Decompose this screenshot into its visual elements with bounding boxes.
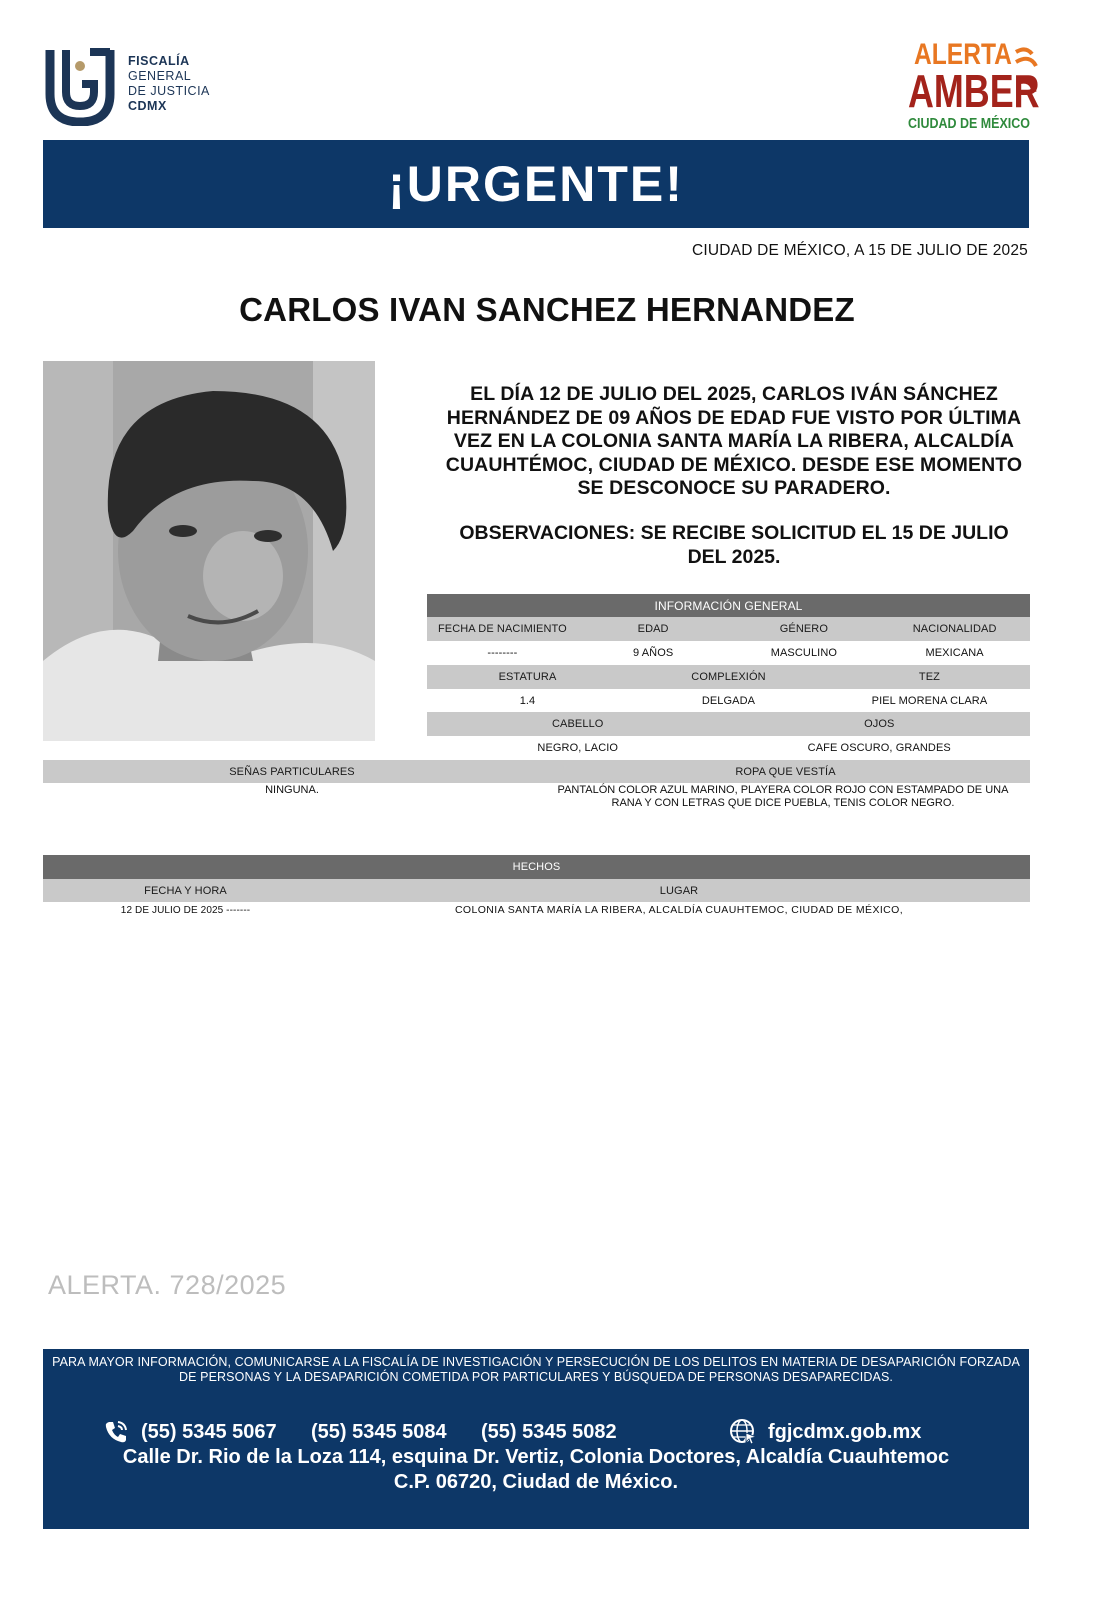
case-narrative: EL DÍA 12 DE JULIO DEL 2025, CARLOS IVÁN SÁNCHEZ HERNÁNDEZ DE 09 AÑOS DE EDAD FUE VISTO POR ÚLTIMA VEZ EN LA COLONIA SANTA MARÍA LA RIBERA, ALCALDÍA CUAUHTÉMOC, CIUDAD DE MÉXICO. DESDE ESE MOMENTO SE DESCONOCE SU PARADERO. xyxy=(445,383,1023,499)
header-birth-date: FECHA DE NACIMIENTO xyxy=(437,623,567,635)
info-value-row-3 xyxy=(427,736,1030,760)
fgj-line-3: DE JUSTICIA xyxy=(128,84,210,98)
value-date-time: 12 DE JULIO DE 2025 ------- xyxy=(120,904,251,916)
marks-header-row xyxy=(43,760,1030,783)
value-place: COLONIA SANTA MARÍA LA RIBERA, ALCALDÍA CUAUHTEMOC, CIUDAD DE MÉXICO, xyxy=(454,904,904,916)
alert-number: ALERTA. 728/2025 xyxy=(48,1270,287,1300)
value-gender: MASCULINO xyxy=(770,647,838,659)
header-age: EDAD xyxy=(637,623,669,635)
header-complexion: TEZ xyxy=(918,671,940,683)
fgj-line-1: FISCALÍA xyxy=(128,54,190,68)
facts-header-row xyxy=(43,879,1030,902)
person-name: CARLOS IVAN SANCHEZ HERNANDEZ xyxy=(239,291,855,328)
header-eyes: OJOS xyxy=(864,718,895,730)
value-eyes: CAFE OSCURO, GRANDES xyxy=(807,742,951,754)
fgj-logo xyxy=(44,44,224,126)
contact-footer xyxy=(43,1349,1029,1529)
footer-address xyxy=(43,1445,1029,1495)
header-distinguishing-marks: SEÑAS PARTICULARES xyxy=(229,765,355,778)
alerta-amber-logo xyxy=(906,38,1052,134)
header-clothing: ROPA QUE VESTÍA xyxy=(735,765,836,778)
value-nationality: MEXICANA xyxy=(925,647,984,659)
header-hair: CABELLO xyxy=(552,718,604,730)
info-value-row-2 xyxy=(427,689,1030,713)
missing-person-photo xyxy=(43,361,375,741)
case-observations: OBSERVACIONES: SE RECIBE SOLICITUD EL 15 DE JULIO DEL 2025. xyxy=(459,522,1009,568)
address-line-1: Calle Dr. Rio de la Loza 114, esquina Dr. Vertiz, Colonia Doctores, Alcaldía Cuauhtemoc xyxy=(122,1446,950,1468)
value-hair: NEGRO, LACIO xyxy=(537,742,619,754)
fgj-wordmark xyxy=(128,54,210,114)
urgent-banner: ¡URGENTE! xyxy=(43,140,1029,228)
value-birth-date: -------- xyxy=(487,647,518,659)
value-distinguishing-marks: NINGUNA. xyxy=(265,784,319,796)
phone-icon xyxy=(103,1419,129,1445)
header-nationality: NACIONALIDAD xyxy=(912,623,997,635)
header-date-time: FECHA Y HORA xyxy=(144,884,227,897)
value-complexion: PIEL MORENA CLARA xyxy=(871,695,988,707)
info-header-row-2 xyxy=(427,665,1030,689)
info-value-row-1 xyxy=(427,641,1030,665)
footer-contact-row xyxy=(103,1419,1003,1443)
amber-word-city: CIUDAD DE MÉXICO xyxy=(908,116,1030,132)
header-gender: GÉNERO xyxy=(779,623,829,635)
header-height: ESTATURA xyxy=(498,671,557,683)
amber-word-alerta: ALERTA xyxy=(914,38,1012,71)
date-line: CIUDAD DE MÉXICO, A 15 DE JULIO DE 2025 xyxy=(692,242,1028,259)
facts-value-row xyxy=(43,902,1030,918)
globe-icon xyxy=(728,1417,758,1445)
phone-number-2[interactable]: (55) 5345 5084 xyxy=(311,1421,447,1443)
phone-number-3[interactable]: (55) 5345 5082 xyxy=(481,1421,617,1443)
info-header-row-3 xyxy=(427,712,1030,736)
amber-word-amber: AMBER xyxy=(908,65,1040,117)
value-age: 9 AÑOS xyxy=(632,647,674,659)
fgj-line-2: GENERAL xyxy=(128,69,192,83)
signal-waves-icon xyxy=(1014,42,1040,98)
info-header-row-1 xyxy=(427,617,1030,641)
fgj-line-4: CDMX xyxy=(128,99,167,113)
value-clothing: PANTALÓN COLOR AZUL MARINO, PLAYERA COLOR ROJO CON ESTAMPADO DE UNA RANA Y CON LETRAS QUE DICE PUEBLA, TENIS COLOR NEGRO. xyxy=(557,784,1009,809)
header-build: COMPLEXIÓN xyxy=(691,671,766,683)
website-link[interactable]: fgjcdmx.gob.mx xyxy=(768,1421,922,1443)
facts-table-title: HECHOS xyxy=(43,855,1030,879)
header-place: LUGAR xyxy=(659,884,699,897)
info-table-title: INFORMACIÓN GENERAL xyxy=(427,594,1030,617)
phone-number-1[interactable]: (55) 5345 5067 xyxy=(141,1421,277,1443)
value-build: DELGADA xyxy=(701,695,756,707)
portrait-image xyxy=(43,361,375,741)
address-line-2: C.P. 06720, Ciudad de México. xyxy=(393,1471,679,1493)
value-height: 1.4 xyxy=(519,695,536,707)
fgj-emblem-icon xyxy=(44,44,120,126)
footer-note: PARA MAYOR INFORMACIÓN, COMUNICARSE A LA FISCALÍA DE INVESTIGACIÓN Y PERSECUCIÓN DE LOS DELITOS EN MATERIA DE DESAPARICIÓN FORZADA DE PERSONAS Y LA DESAPARICIÓN COMETIDA POR PARTICULARES Y BÚSQUEDA DE PERSONAS DESAPARECIDAS. xyxy=(52,1355,1020,1384)
